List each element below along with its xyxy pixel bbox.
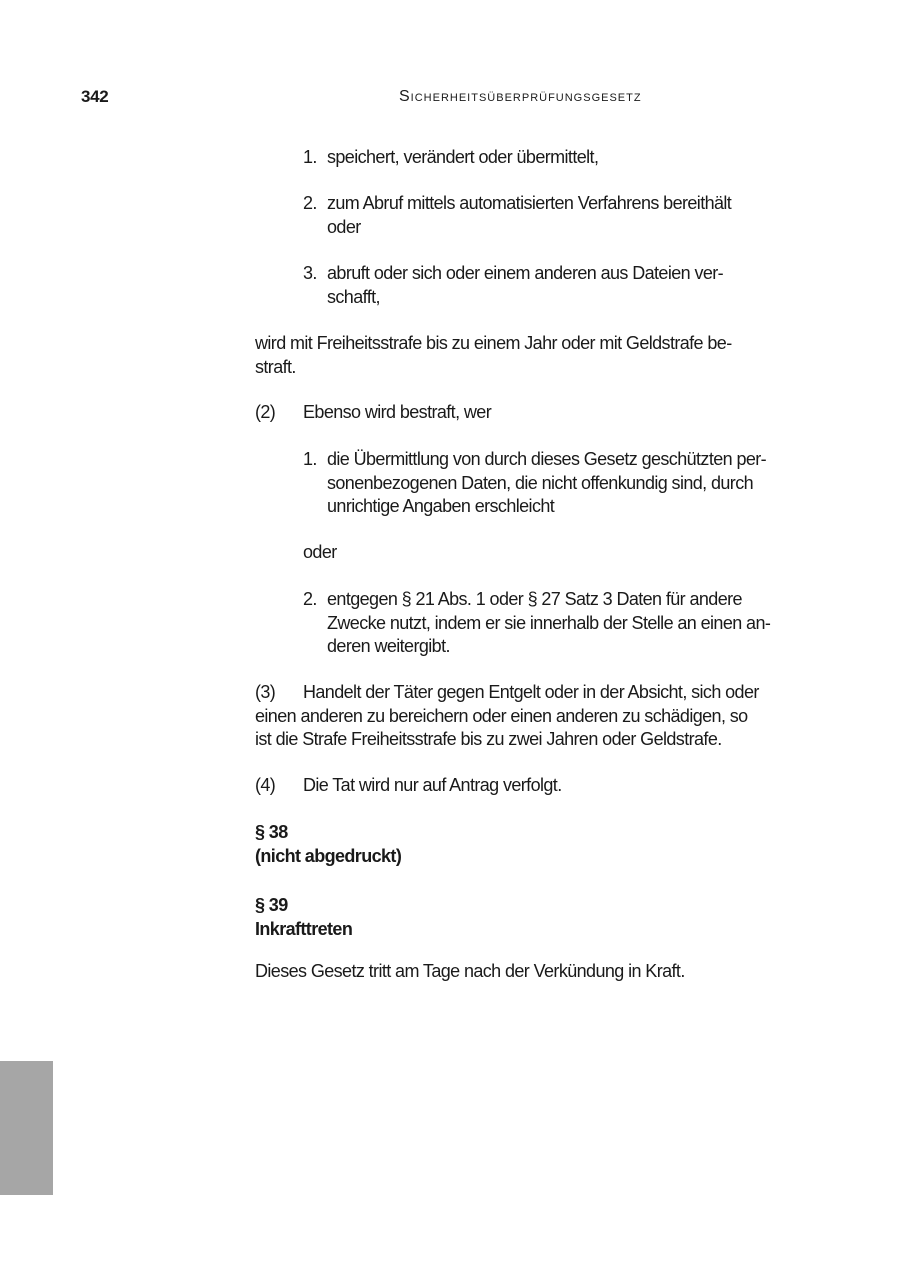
list-item xyxy=(327,192,731,239)
paragraph-number: (3) xyxy=(255,682,276,702)
paragraph-line: einen anderen zu bereichern oder einen anderen zu schädigen, so xyxy=(255,705,748,726)
paragraph-line: straft. xyxy=(255,356,296,377)
list-item-line: zum Abruf mittels automatisierten Verfahrens bereithält xyxy=(327,193,732,213)
list-item-line: entgegen § 21 Abs. 1 oder § 27 Satz 3 Daten für andere xyxy=(327,589,742,609)
paragraph-text xyxy=(255,705,748,752)
list-item xyxy=(327,448,766,519)
paragraph-line: Handelt der Täter gegen Entgelt oder in der Absicht, sich oder xyxy=(303,682,759,702)
list-item-line: sonenbezogenen Daten, die nicht offenkundig sind, durch xyxy=(327,472,754,493)
list-item xyxy=(327,262,723,309)
list-item-line: deren weitergibt. xyxy=(327,636,450,656)
paragraph-text: Die Tat wird nur auf Antrag verfolgt. xyxy=(303,775,562,795)
section-heading xyxy=(255,894,352,941)
list-item xyxy=(327,588,770,659)
list-item-line: Zwecke nutzt, indem er sie innerhalb der Stelle an einen an- xyxy=(327,612,771,633)
paragraph-line: ist die Strafe Freiheitsstrafe bis zu zwei Jahren oder Geldstrafe. xyxy=(255,729,722,749)
paragraph-number: (2) xyxy=(255,402,276,422)
paragraph-number: (4) xyxy=(255,775,276,795)
section-title: Inkrafttreten xyxy=(255,918,353,939)
section-number: § 39 xyxy=(255,895,288,915)
section-body: Dieses Gesetz tritt am Tage nach der Verkündung in Kraft. xyxy=(255,961,685,981)
list-item-line: oder xyxy=(327,216,361,237)
thumb-index-tab xyxy=(0,1061,53,1195)
section-heading xyxy=(255,821,401,868)
list-item xyxy=(327,146,598,170)
list-item-line: speichert, verändert oder übermittelt, xyxy=(327,147,599,167)
page-number: 342 xyxy=(81,87,109,106)
list-item-line: die Übermittlung von durch dieses Gesetz geschützten per- xyxy=(327,449,767,469)
list-item-number: 2. xyxy=(303,589,317,609)
list-item-line: unrichtige Angaben erschleicht xyxy=(327,496,555,516)
paragraph-text xyxy=(255,681,759,705)
list-item-line: schafft, xyxy=(327,286,380,307)
paragraph-text: Ebenso wird bestraft, wer xyxy=(303,402,492,422)
list-item-line: abruft oder sich oder einem anderen aus Dateien ver- xyxy=(327,263,724,283)
penalty-paragraph xyxy=(255,332,732,379)
list-item-number: 1. xyxy=(303,449,317,469)
list-connector: oder xyxy=(303,542,337,562)
paragraph-line: wird mit Freiheitsstrafe bis zu einem Jahr oder mit Geldstrafe be- xyxy=(255,333,732,353)
list-item-number: 1. xyxy=(303,147,317,167)
list-item-number: 3. xyxy=(303,263,317,283)
section-number: § 38 xyxy=(255,822,288,842)
section-title: (nicht abgedruckt) xyxy=(255,845,402,866)
list-item-number: 2. xyxy=(303,193,317,213)
running-header: Sicherheitsüberprüfungsgesetz xyxy=(399,88,642,105)
